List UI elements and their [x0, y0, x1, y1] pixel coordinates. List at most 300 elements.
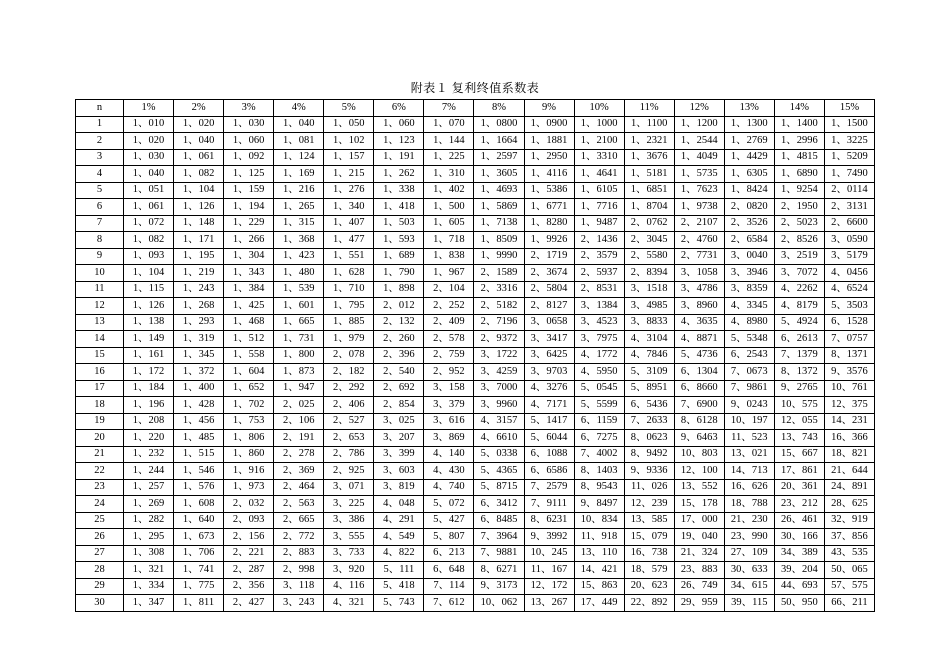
factor-cell: 6、2613 [774, 331, 824, 348]
factor-cell: 2、786 [324, 446, 374, 463]
factor-cell: 1、169 [274, 166, 324, 183]
factor-cell: 11、523 [724, 430, 774, 447]
factor-cell: 4、048 [374, 496, 424, 513]
factor-cell: 24、891 [824, 479, 874, 496]
factor-cell: 10、245 [524, 545, 574, 562]
factor-cell: 2、292 [324, 380, 374, 397]
factor-cell: 3、4985 [624, 298, 674, 315]
factor-cell: 1、512 [224, 331, 274, 348]
factor-cell: 4、3345 [724, 298, 774, 315]
factor-cell: 1、338 [374, 182, 424, 199]
factor-cell: 1、093 [124, 248, 174, 265]
factor-cell: 1、0900 [524, 116, 574, 133]
factor-cell: 3、399 [374, 446, 424, 463]
factor-cell: 1、640 [174, 512, 224, 529]
factor-cell: 13、110 [574, 545, 624, 562]
factor-cell: 2、998 [274, 562, 324, 579]
factor-cell: 3、1518 [624, 281, 674, 298]
factor-cell: 1、979 [324, 331, 374, 348]
factor-cell: 7、0673 [724, 364, 774, 381]
factor-cell: 2、025 [274, 397, 324, 414]
factor-cell: 4、549 [374, 529, 424, 546]
factor-cell: 3、6425 [524, 347, 574, 364]
factor-cell: 3、3946 [724, 265, 774, 282]
factor-cell: 1、020 [124, 133, 174, 150]
factor-cell: 15、079 [624, 529, 674, 546]
table-row [76, 496, 875, 513]
factor-cell: 44、693 [774, 578, 824, 595]
factor-cell: 5、8951 [624, 380, 674, 397]
factor-cell: 1、0800 [474, 116, 524, 133]
factor-cell: 18、788 [724, 496, 774, 513]
table-row [76, 215, 875, 232]
factor-cell: 1、138 [124, 314, 174, 331]
factor-cell: 15、863 [574, 578, 624, 595]
factor-cell: 1、468 [224, 314, 274, 331]
factor-cell: 5、6044 [524, 430, 574, 447]
factor-cell: 1、030 [224, 116, 274, 133]
factor-cell: 1、5735 [674, 166, 724, 183]
factor-cell: 2、653 [324, 430, 374, 447]
factor-cell: 8、1372 [774, 364, 824, 381]
column-header-rate: 6% [374, 100, 424, 117]
factor-cell: 6、1528 [824, 314, 874, 331]
column-header-rate: 14% [774, 100, 824, 117]
factor-cell: 6、5436 [624, 397, 674, 414]
factor-cell: 37、856 [824, 529, 874, 546]
factor-cell: 1、082 [124, 232, 174, 249]
factor-cell: 14、421 [574, 562, 624, 579]
column-header-rate: 5% [324, 100, 374, 117]
table-row [76, 512, 875, 529]
factor-cell: 29、959 [674, 595, 724, 612]
table-row [76, 182, 875, 199]
period-cell: 5 [76, 182, 124, 199]
factor-cell: 11、918 [574, 529, 624, 546]
period-cell: 20 [76, 430, 124, 447]
factor-cell: 1、220 [124, 430, 174, 447]
factor-cell: 7、1379 [774, 347, 824, 364]
factor-cell: 2、396 [374, 347, 424, 364]
factor-cell: 1、402 [424, 182, 474, 199]
column-header-rate: 11% [624, 100, 674, 117]
factor-cell: 1、576 [174, 479, 224, 496]
factor-cell: 16、738 [624, 545, 674, 562]
factor-cell: 4、5950 [574, 364, 624, 381]
table-title: 附表１ 复利终值系数表 [410, 81, 540, 95]
factor-cell: 7、0757 [824, 331, 874, 348]
period-cell: 10 [76, 265, 124, 282]
factor-cell: 1、2996 [774, 133, 824, 150]
factor-cell: 1、5386 [524, 182, 574, 199]
factor-cell: 1、4815 [774, 149, 824, 166]
column-header-rate: 7% [424, 100, 474, 117]
factor-cell: 3、819 [374, 479, 424, 496]
factor-cell: 7、612 [424, 595, 474, 612]
factor-cell: 1、149 [124, 331, 174, 348]
factor-cell: 7、2633 [624, 413, 674, 430]
factor-cell: 9、3576 [824, 364, 874, 381]
factor-cell: 8、9492 [624, 446, 674, 463]
factor-cell: 1、947 [274, 380, 324, 397]
factor-cell: 1、428 [174, 397, 224, 414]
factor-cell: 39、204 [774, 562, 824, 579]
factor-cell: 1、1100 [624, 116, 674, 133]
factor-cell: 1、4429 [724, 149, 774, 166]
factor-cell: 2、427 [224, 595, 274, 612]
factor-cell: 5、111 [374, 562, 424, 579]
factor-cell: 1、539 [274, 281, 324, 298]
factor-cell: 1、7138 [474, 215, 524, 232]
factor-cell: 28、625 [824, 496, 874, 513]
factor-cell: 1、1881 [524, 133, 574, 150]
column-header-rate: 15% [824, 100, 874, 117]
factor-cell: 2、1589 [474, 265, 524, 282]
factor-cell: 8、6271 [474, 562, 524, 579]
factor-cell: 1、2321 [624, 133, 674, 150]
period-cell: 15 [76, 347, 124, 364]
factor-cell: 5、807 [424, 529, 474, 546]
factor-cell: 1、967 [424, 265, 474, 282]
factor-cell: 3、0040 [724, 248, 774, 265]
table-row [76, 578, 875, 595]
factor-cell: 1、161 [124, 347, 174, 364]
column-header-rate: 9% [524, 100, 574, 117]
factor-cell: 1、800 [274, 347, 324, 364]
factor-cell: 4、3635 [674, 314, 724, 331]
factor-cell: 1、1200 [674, 116, 724, 133]
factor-cell: 2、8531 [574, 281, 624, 298]
factor-cell: 10、197 [724, 413, 774, 430]
factor-cell: 1、343 [224, 265, 274, 282]
factor-cell: 1、225 [424, 149, 474, 166]
factor-cell: 3、9960 [474, 397, 524, 414]
factor-cell: 1、010 [124, 116, 174, 133]
factor-cell: 14、231 [824, 413, 874, 430]
factor-cell: 3、379 [424, 397, 474, 414]
factor-cell: 13、021 [724, 446, 774, 463]
factor-cell: 16、366 [824, 430, 874, 447]
period-cell: 11 [76, 281, 124, 298]
factor-cell: 1、407 [324, 215, 374, 232]
factor-cell: 6、8660 [674, 380, 724, 397]
factor-cell: 1、102 [324, 133, 374, 150]
period-cell: 27 [76, 545, 124, 562]
factor-cell: 1、5869 [474, 199, 524, 216]
factor-cell: 9、9336 [624, 463, 674, 480]
factor-cell: 1、731 [274, 331, 324, 348]
factor-cell: 1、753 [224, 413, 274, 430]
factor-cell: 1、503 [374, 215, 424, 232]
factor-cell: 3、7000 [474, 380, 524, 397]
factor-cell: 3、555 [324, 529, 374, 546]
factor-cell: 2、106 [274, 413, 324, 430]
factor-cell: 2、665 [274, 512, 324, 529]
factor-cell: 4、740 [424, 479, 474, 496]
table-row [76, 166, 875, 183]
factor-cell: 6、1159 [574, 413, 624, 430]
table-row [76, 364, 875, 381]
factor-cell: 21、324 [674, 545, 724, 562]
factor-cell: 1、384 [224, 281, 274, 298]
factor-cell: 17、861 [774, 463, 824, 480]
factor-cell: 1、706 [174, 545, 224, 562]
table-row [76, 232, 875, 249]
factor-cell: 1、515 [174, 446, 224, 463]
factor-cell: 6、6586 [524, 463, 574, 480]
factor-cell: 1、304 [224, 248, 274, 265]
factor-cell: 10、761 [824, 380, 874, 397]
factor-cell: 12、239 [624, 496, 674, 513]
table-row [76, 314, 875, 331]
factor-cell: 16、626 [724, 479, 774, 496]
period-cell: 14 [76, 331, 124, 348]
factor-cell: 2、3526 [724, 215, 774, 232]
factor-cell: 1、9487 [574, 215, 624, 232]
factor-cell: 12、100 [674, 463, 724, 480]
factor-cell: 1、456 [174, 413, 224, 430]
period-cell: 9 [76, 248, 124, 265]
table-row [76, 562, 875, 579]
factor-cell: 1、208 [124, 413, 174, 430]
factor-cell: 3、1384 [574, 298, 624, 315]
factor-cell: 3、0658 [524, 314, 574, 331]
factor-cell: 1、885 [324, 314, 374, 331]
factor-cell: 21、644 [824, 463, 874, 480]
factor-cell: 2、6584 [724, 232, 774, 249]
factor-cell: 43、535 [824, 545, 874, 562]
factor-cell: 2、1436 [574, 232, 624, 249]
factor-cell: 3、158 [424, 380, 474, 397]
factor-cell: 4、822 [374, 545, 424, 562]
factor-cell: 1、345 [174, 347, 224, 364]
factor-cell: 3、7975 [574, 331, 624, 348]
factor-cell: 4、140 [424, 446, 474, 463]
factor-cell: 6、648 [424, 562, 474, 579]
period-cell: 1 [76, 116, 124, 133]
column-header-rate: 12% [674, 100, 724, 117]
column-header-rate: 3% [224, 100, 274, 117]
factor-cell: 1、144 [424, 133, 474, 150]
period-cell: 29 [76, 578, 124, 595]
period-cell: 8 [76, 232, 124, 249]
factor-cell: 5、418 [374, 578, 424, 595]
factor-cell: 2、252 [424, 298, 474, 315]
factor-cell: 2、182 [324, 364, 374, 381]
factor-cell: 1、115 [124, 281, 174, 298]
factor-cell: 1、020 [174, 116, 224, 133]
factor-cell: 1、3310 [574, 149, 624, 166]
factor-cell: 1、9254 [774, 182, 824, 199]
factor-cell: 1、551 [324, 248, 374, 265]
factor-cell: 1、795 [324, 298, 374, 315]
factor-cell: 1、269 [124, 496, 174, 513]
factor-cell: 8、1371 [824, 347, 874, 364]
factor-cell: 6、213 [424, 545, 474, 562]
factor-cell: 1、172 [124, 364, 174, 381]
factor-cell: 3、5179 [824, 248, 874, 265]
factor-cell: 1、500 [424, 199, 474, 216]
table-row [76, 545, 875, 562]
factor-cell: 2、5023 [774, 215, 824, 232]
factor-cell: 2、093 [224, 512, 274, 529]
factor-cell: 1、1664 [474, 133, 524, 150]
factor-cell: 1、070 [424, 116, 474, 133]
column-header-rate: 2% [174, 100, 224, 117]
factor-cell: 1、123 [374, 133, 424, 150]
factor-cell: 1、321 [124, 562, 174, 579]
factor-cell: 30、633 [724, 562, 774, 579]
factor-cell: 2、287 [224, 562, 274, 579]
factor-cell: 23、883 [674, 562, 724, 579]
factor-cell: 1、2597 [474, 149, 524, 166]
factor-cell: 4、430 [424, 463, 474, 480]
table-row [76, 347, 875, 364]
period-cell: 4 [76, 166, 124, 183]
factor-cell: 2、7196 [474, 314, 524, 331]
factor-cell: 1、6851 [624, 182, 674, 199]
factor-cell: 1、265 [274, 199, 324, 216]
factor-cell: 4、0456 [824, 265, 874, 282]
factor-cell: 1、400 [174, 380, 224, 397]
factor-cell: 1、148 [174, 215, 224, 232]
factor-cell: 2、759 [424, 347, 474, 364]
factor-cell: 2、104 [424, 281, 474, 298]
factor-cell: 1、3676 [624, 149, 674, 166]
factor-cell: 1、030 [124, 149, 174, 166]
factor-cell: 1、257 [124, 479, 174, 496]
factor-cell: 4、3104 [624, 331, 674, 348]
factor-cell: 6、8485 [474, 512, 524, 529]
factor-cell: 1、477 [324, 232, 374, 249]
factor-cell: 3、2519 [774, 248, 824, 265]
factor-cell: 9、6463 [674, 430, 724, 447]
factor-cell: 14、713 [724, 463, 774, 480]
period-cell: 16 [76, 364, 124, 381]
factor-cell: 1、8704 [624, 199, 674, 216]
table-row [76, 298, 875, 315]
factor-cell: 1、480 [274, 265, 324, 282]
factor-cell: 2、8394 [624, 265, 674, 282]
period-cell: 18 [76, 397, 124, 414]
factor-cell: 2、3674 [524, 265, 574, 282]
table-row [76, 397, 875, 414]
factor-cell: 5、072 [424, 496, 474, 513]
factor-cell: 2、1719 [524, 248, 574, 265]
factor-cell: 1、194 [224, 199, 274, 216]
factor-cell: 7、9111 [524, 496, 574, 513]
factor-cell: 1、741 [174, 562, 224, 579]
factor-cell: 1、262 [374, 166, 424, 183]
table-row [76, 199, 875, 216]
factor-cell: 1、6890 [774, 166, 824, 183]
factor-cell: 2、3316 [474, 281, 524, 298]
factor-cell: 2、5937 [574, 265, 624, 282]
header-row [76, 100, 875, 117]
factor-cell: 13、743 [774, 430, 824, 447]
factor-cell: 1、2100 [574, 133, 624, 150]
factor-cell: 3、071 [324, 479, 374, 496]
factor-cell: 10、803 [674, 446, 724, 463]
factor-cell: 1、838 [424, 248, 474, 265]
factor-cell: 9、3992 [524, 529, 574, 546]
factor-cell: 5、427 [424, 512, 474, 529]
factor-cell: 1、1000 [574, 116, 624, 133]
factor-cell: 1、7623 [674, 182, 724, 199]
factor-cell: 7、9881 [474, 545, 524, 562]
factor-cell: 18、821 [824, 446, 874, 463]
factor-cell: 5、3109 [624, 364, 674, 381]
table-row [76, 479, 875, 496]
factor-cell: 12、375 [824, 397, 874, 414]
factor-cell: 1、973 [224, 479, 274, 496]
factor-cell: 17、449 [574, 595, 624, 612]
factor-cell: 1、710 [324, 281, 374, 298]
table-row [76, 463, 875, 480]
factor-cell: 1、605 [424, 215, 474, 232]
factor-cell: 1、593 [374, 232, 424, 249]
factor-cell: 11、167 [524, 562, 574, 579]
factor-cell: 1、5181 [624, 166, 674, 183]
factor-cell: 50、065 [824, 562, 874, 579]
factor-cell: 50、950 [774, 595, 824, 612]
factor-cell: 12、172 [524, 578, 574, 595]
factor-cell: 2、8526 [774, 232, 824, 249]
factor-cell: 1、8424 [724, 182, 774, 199]
factor-cell: 10、834 [574, 512, 624, 529]
factor-cell: 7、2579 [524, 479, 574, 496]
factor-cell: 3、4786 [674, 281, 724, 298]
factor-cell: 5、4365 [474, 463, 524, 480]
factor-cell: 1、219 [174, 265, 224, 282]
factor-cell: 20、623 [624, 578, 674, 595]
factor-cell: 2、6600 [824, 215, 874, 232]
factor-cell: 23、990 [724, 529, 774, 546]
factor-cell: 3、118 [274, 578, 324, 595]
column-header-rate: 13% [724, 100, 774, 117]
factor-cell: 1、157 [324, 149, 374, 166]
factor-cell: 5、0338 [474, 446, 524, 463]
factor-cell: 6、1088 [524, 446, 574, 463]
factor-cell: 32、919 [824, 512, 874, 529]
factor-cell: 2、156 [224, 529, 274, 546]
period-cell: 23 [76, 479, 124, 496]
factor-cell: 18、579 [624, 562, 674, 579]
factor-cell: 3、4259 [474, 364, 524, 381]
factor-cell: 1、811 [174, 595, 224, 612]
factor-cell: 21、230 [724, 512, 774, 529]
factor-cell: 1、9926 [524, 232, 574, 249]
factor-cell: 8、6231 [524, 512, 574, 529]
factor-cell: 3、225 [324, 496, 374, 513]
factor-cell: 1、092 [224, 149, 274, 166]
factor-cell: 4、8980 [724, 314, 774, 331]
factor-cell: 1、232 [124, 446, 174, 463]
factor-cell: 6、1304 [674, 364, 724, 381]
factor-cell: 23、212 [774, 496, 824, 513]
factor-cell: 4、2262 [774, 281, 824, 298]
factor-cell: 1、604 [224, 364, 274, 381]
period-cell: 17 [76, 380, 124, 397]
factor-cell: 2、5580 [624, 248, 674, 265]
factor-cell: 5、3503 [824, 298, 874, 315]
factor-cell: 2、5804 [524, 281, 574, 298]
period-cell: 6 [76, 199, 124, 216]
factor-cell: 4、7171 [524, 397, 574, 414]
factor-cell: 1、423 [274, 248, 324, 265]
factor-cell: 1、061 [124, 199, 174, 216]
factor-cell: 8、6128 [674, 413, 724, 430]
